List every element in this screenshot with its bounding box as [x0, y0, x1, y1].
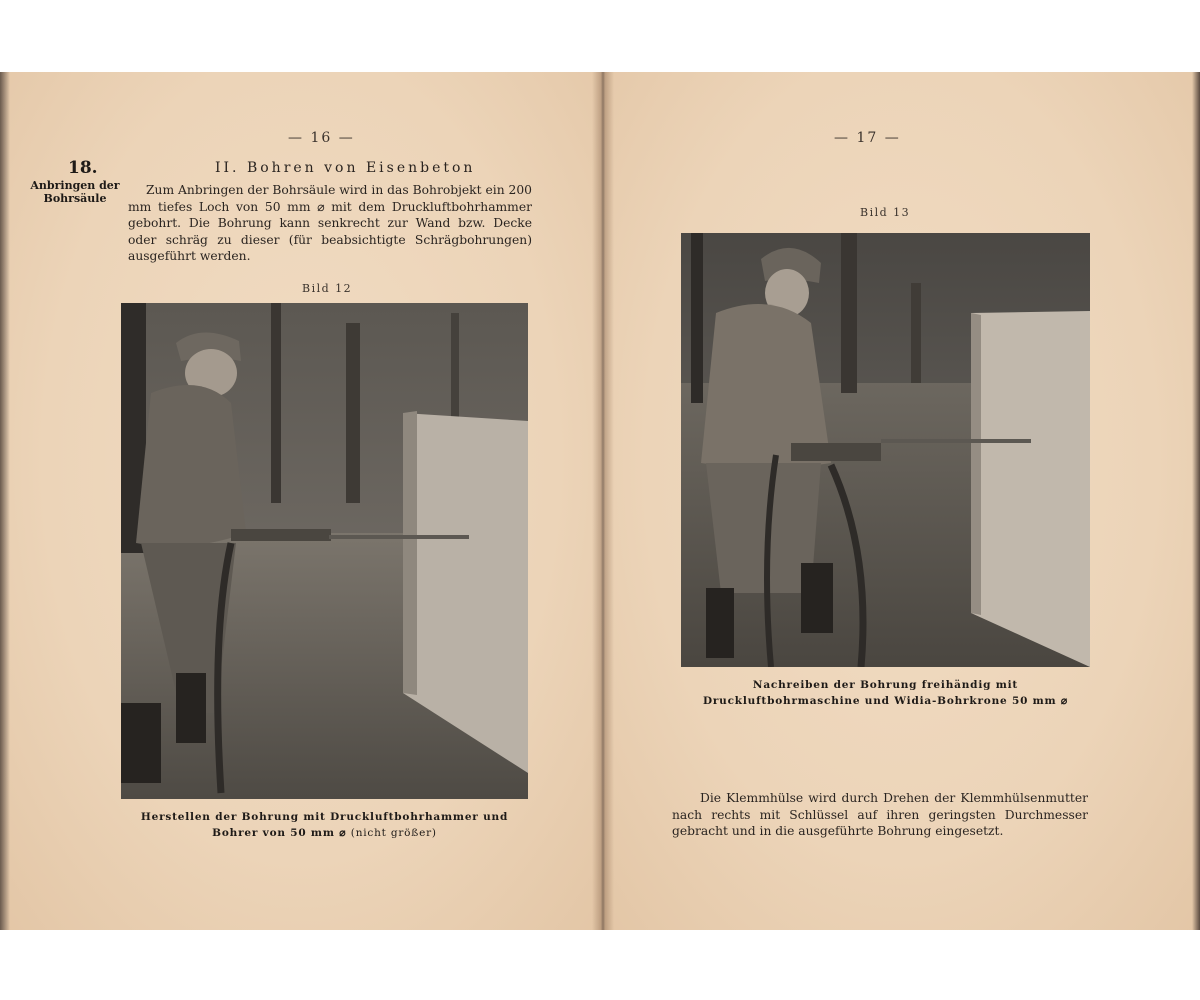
figure-label: Bild 12 [302, 282, 353, 295]
right-page [602, 72, 1200, 930]
section-heading: II. Bohren von Eisenbeton [215, 160, 476, 176]
paragraph-text: Zum Anbringen der Bohrsäule wird in das Bohrobjekt ein 200 mm tiefes Loch von 50 mm ⌀ mit dem Druckluftbohrhammer gebohrt. Die Bohrung kann senkrecht zur Wand bzw. Decke oder schräg zu dieser (für beabsichtigte Schrägbohrungen) ausgeführt werden. [128, 183, 532, 263]
body-paragraph [128, 182, 532, 265]
photo-drilling-hole [121, 303, 528, 799]
body-paragraph [672, 790, 1088, 840]
left-page [0, 72, 602, 930]
page-number: — 16 — [288, 130, 355, 146]
page-edge [0, 72, 10, 930]
figure-caption: Nachreiben der Bohrung freihändig mit Druckluftbohrmaschine und Widia-Bohrkrone 50 mm ⌀ [702, 679, 1069, 707]
caption-text: Herstellen der Bohrung mit Druckluftbohrhammer und Bohrer von 50 mm ⌀ [140, 811, 509, 839]
page-edge [1192, 72, 1200, 930]
section-number: 18. [68, 158, 98, 178]
photo-reaming-hole [681, 233, 1090, 667]
margin-label: Anbringen der Bohrsäule [30, 179, 120, 205]
figure-label: Bild 13 [860, 206, 911, 219]
open-book [0, 72, 1200, 930]
paragraph-text: Die Klemmhülse wird durch Drehen der Klemmhülsenmutter nach rechts mit Schlüssel auf ihren geringsten Durchmesser gebracht und in die ausgeführte Bohrung eingesetzt. [672, 791, 1088, 838]
page-number: — 17 — [834, 130, 901, 146]
caption-note: (nicht größer) [350, 827, 437, 839]
book-gutter [592, 72, 614, 930]
figure-caption [121, 809, 528, 841]
